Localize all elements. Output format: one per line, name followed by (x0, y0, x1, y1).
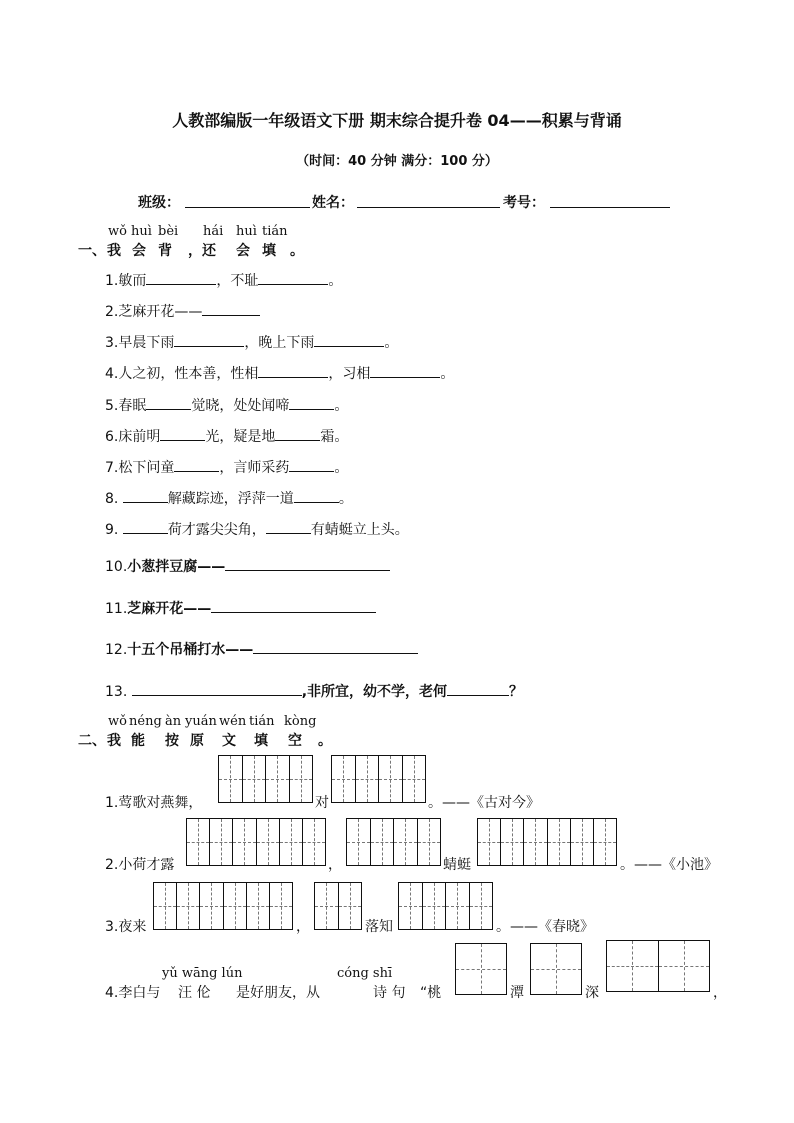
section1-char-2: 会 (132, 243, 146, 259)
character-grid[interactable] (153, 882, 293, 930)
answer-blank[interactable] (314, 332, 384, 347)
answer-blank[interactable] (294, 488, 339, 503)
answer-blank[interactable] (146, 270, 216, 285)
question-10: 10.小葱拌豆腐—— (105, 556, 390, 576)
section2-pinyin-7: kòng (284, 714, 317, 729)
s2-question-1-text-b: 对 (315, 795, 329, 811)
section1-pinyin-4: hái (203, 224, 224, 239)
section1-pinyin-1: wǒ (108, 224, 127, 239)
s2-question-2-text-b: ， (328, 857, 342, 873)
section1-pinyin-2: huì (131, 224, 152, 239)
answer-blank[interactable] (266, 519, 311, 534)
s2-question-2-text-c: 蜻蜓 (443, 857, 471, 873)
id-label: 考号： (503, 195, 545, 211)
question-11: 11.芝麻开花—— (105, 598, 376, 618)
answer-blank[interactable] (132, 681, 302, 696)
section2-char-5: 文 (222, 733, 236, 749)
s2-question-4-text-b: 是好朋友，从 (236, 985, 320, 1001)
answer-blank[interactable] (123, 519, 168, 534)
s2-question-2-text-a: 2.小荷才露 (105, 857, 175, 873)
pinyin-cong-shi: cóng shī (337, 966, 393, 981)
question-9: 9. 荷才露尖尖角， 有蜻蜓立上头。 (105, 519, 409, 539)
question-12: 12.十五个吊桶打水—— (105, 639, 418, 659)
answer-blank[interactable] (447, 681, 509, 696)
id-field[interactable] (550, 207, 670, 208)
s2-question-3-text-c: 落知 (365, 919, 393, 935)
character-grid[interactable] (346, 818, 441, 866)
s2-question-1-source: 。——《古对今》 (428, 795, 540, 811)
name-field[interactable] (357, 207, 500, 208)
s2-question-4-text-f: ， (713, 985, 727, 1001)
character-grid[interactable] (606, 940, 710, 992)
section2-char-1: 我 (107, 733, 121, 749)
class-field[interactable] (185, 207, 310, 208)
section2-pinyin-2: néng (129, 714, 162, 729)
section2-char-6: 填 (254, 733, 268, 749)
answer-blank[interactable] (275, 426, 320, 441)
question-6: 6.床前明 光，疑是地 霜。 (105, 426, 348, 446)
question-3: 3.早晨下雨 ，晚上下雨 。 (105, 332, 398, 352)
answer-blank[interactable] (258, 270, 328, 285)
s2-question-4-text-d: 潭 (510, 985, 524, 1001)
section1-pinyin-3: bèi (158, 224, 179, 239)
section1-char-6: 填 (262, 243, 276, 259)
section2-pinyin-5: wén (219, 714, 247, 729)
s2-question-1-text-a: 1.莺歌对燕舞， (105, 795, 203, 811)
pinyin-wang-lun: yǔ wāng lún (162, 966, 243, 981)
section2-char-4: 原 (190, 733, 204, 749)
character-grid[interactable] (455, 943, 507, 995)
name-label: 姓名： (312, 195, 354, 211)
class-label: 班级： (138, 195, 180, 211)
s2-question-4-text-c: “桃 (420, 985, 442, 1001)
section1-number: 一、 (78, 243, 106, 259)
answer-blank[interactable] (289, 395, 334, 410)
section2-pinyin-4: yuán (185, 714, 217, 729)
word-shi-ju: 诗 句 (373, 985, 406, 1001)
s2-question-3-text-b: ， (296, 919, 310, 935)
s2-question-3-source: 。——《春晓》 (496, 919, 594, 935)
section2-char-8: 。 (318, 733, 332, 749)
answer-blank[interactable] (202, 301, 260, 316)
question-5: 5.春眠 觉晓，处处闻啼 。 (105, 395, 348, 415)
section1-pinyin-5: huì (236, 224, 257, 239)
character-grid[interactable] (398, 882, 493, 930)
question-4: 4.人之初，性本善，性相 ，习相 。 (105, 363, 454, 383)
answer-blank[interactable] (225, 556, 390, 571)
s2-question-4-text-a: 4.李白与 (105, 985, 161, 1001)
section2-number: 二、 (78, 733, 106, 749)
answer-blank[interactable] (253, 639, 418, 654)
question-2: 2.芝麻开花—— (105, 301, 260, 321)
answer-blank[interactable] (146, 395, 191, 410)
question-7: 7.松下问童 ，言师采药 。 (105, 457, 348, 477)
page-title: 人教部编版一年级语文下册 期末综合提升卷 04——积累与背诵 (172, 111, 622, 130)
section2-char-3: 按 (165, 733, 179, 749)
section1-char-1: 我 (107, 243, 121, 259)
section1-char-5: 会 (236, 243, 250, 259)
answer-blank[interactable] (211, 598, 376, 613)
answer-blank[interactable] (174, 332, 244, 347)
s2-question-3-text-a: 3.夜来 (105, 919, 147, 935)
character-grid[interactable] (331, 755, 426, 803)
character-grid[interactable] (530, 943, 582, 995)
answer-blank[interactable] (258, 363, 328, 378)
s2-question-2-source: 。——《小池》 (620, 857, 718, 873)
section2-char-7: 空 (288, 733, 302, 749)
question-8: 8. 解藏踪迹，浮萍一道 。 (105, 488, 353, 508)
answer-blank[interactable] (370, 363, 440, 378)
character-grid[interactable] (186, 818, 326, 866)
section1-char-7: 。 (290, 243, 304, 259)
section2-char-2: 能 (131, 733, 145, 749)
question-13: 13. ,非所宜，幼不学，老何 ？ (105, 681, 523, 701)
section2-pinyin-3: àn (165, 714, 182, 729)
section2-pinyin-1: wǒ (108, 714, 127, 729)
name-wang-lun: 汪 伦 (178, 985, 211, 1001)
question-1: 1.敏而 ，不耻 。 (105, 270, 342, 290)
answer-blank[interactable] (123, 488, 168, 503)
answer-blank[interactable] (174, 457, 219, 472)
section2-pinyin-6: tián (249, 714, 275, 729)
character-grid[interactable] (477, 818, 617, 866)
s2-question-4-text-e: 深 (585, 985, 599, 1001)
answer-blank[interactable] (160, 426, 205, 441)
character-grid[interactable] (314, 882, 362, 930)
section1-pinyin-6: tián (262, 224, 288, 239)
character-grid[interactable] (218, 755, 313, 803)
answer-blank[interactable] (289, 457, 334, 472)
exam-time-score: （时间：40 分钟 满分：100 分） (296, 154, 498, 169)
section1-char-3: 背 (158, 243, 172, 259)
section1-char-4: ，还 (188, 243, 216, 259)
